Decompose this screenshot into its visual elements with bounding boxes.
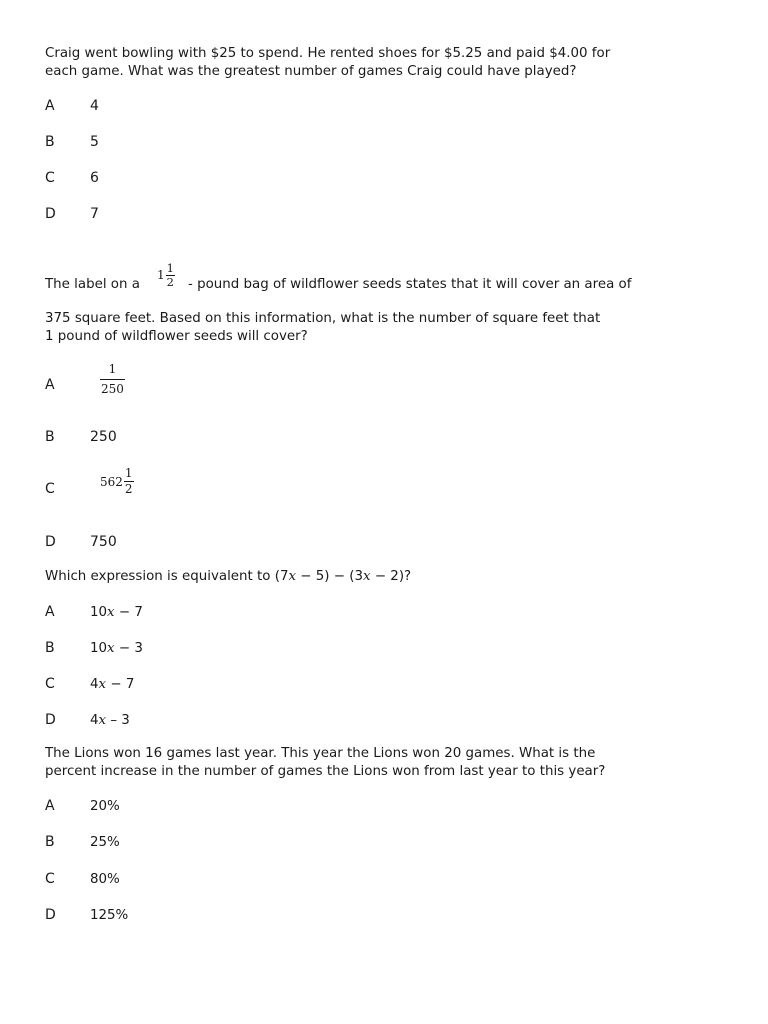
q1-choice-d-letter: D [45,206,56,222]
q2-stem-part2: - pound bag of wildflower seeds states that it will cover an area of [188,277,632,292]
q4-choice-b-text: 25% [90,835,120,850]
mixed-whole: 1 [157,268,165,282]
q2-choice-a-value [100,362,125,397]
q2-stem-mixed-number [157,262,175,289]
q1-choice-a-letter: A [45,98,55,114]
q2-stem-line-3: 1 pound of wildflower seeds will cover? [45,328,308,344]
q3-choice-a-letter: A [45,604,55,620]
q3-stem-prefix: Which expression is equivalent to (7 [45,569,289,584]
choice-variable: x [98,713,107,728]
q3-choice-c-text [90,676,134,693]
q1-choice-b-text: 5 [90,134,99,150]
q3-choice-c-letter: C [45,676,55,692]
choice-variable: x [107,605,115,620]
q2-stem-part1: The label on a [45,277,140,292]
fraction [166,262,175,289]
q1-choice-c-text: 6 [90,170,99,186]
fraction-numerator: 1 [124,466,133,480]
q1-choice-c-letter: C [45,170,55,186]
q2-choice-d-letter: D [45,534,56,550]
mixed-number [157,262,175,289]
q2-stem-line-2: 375 square feet. Based on this information, what is the number of square feet that [45,311,601,326]
choice-coefficient: 10 [90,641,108,656]
q4-choice-a-text: 20% [90,799,120,814]
fraction-numerator: 1 [166,261,174,275]
mixed-number [100,466,134,497]
choice-variable: x [98,677,107,692]
fraction-denominator: 2 [124,482,133,496]
q3-stem-var-1: x [288,569,297,584]
q2-stem-rest [45,310,600,345]
q3-stem-mid: − 5) − (3 [296,569,363,584]
q3-stem-suffix: − 2)? [370,569,412,584]
q2-choice-b-letter: B [45,429,55,445]
q4-choice-d-letter: D [45,907,56,923]
q3-choice-b-letter: B [45,640,55,656]
q4-choice-a-letter: A [45,798,55,814]
q2-choice-c-value [100,466,134,497]
q3-choice-b-text [90,640,143,657]
q4-choice-c-letter: C [45,871,55,887]
q3-choice-a-text [90,604,143,621]
choice-variable: x [107,641,115,656]
q3-choice-d-letter: D [45,712,56,728]
fraction-denominator: 250 [100,379,125,397]
q3-choice-d-text [90,712,130,729]
choice-remainder: − 3 [114,641,143,656]
q2-choice-b-text: 250 [90,429,117,445]
choice-remainder: − 7 [106,677,135,692]
q4-choice-c-text: 80% [90,872,120,887]
q4-stem [45,745,605,780]
q4-choice-b-letter: B [45,834,55,850]
q1-stem-line-2: each game. What was the greatest number of games Craig could have played? [45,63,577,79]
choice-remainder: – 3 [106,713,130,728]
q4-stem-line-1: The Lions won 16 games last year. This year the Lions won 20 games. What is the [45,746,596,761]
q4-choice-d-text: 125% [90,908,129,923]
fraction [100,362,125,397]
q1-stem-line-1: Craig went bowling with $25 to spend. He rented shoes for $5.25 and paid $4.00 for [45,46,611,61]
q1-choice-d-text: 7 [90,206,99,222]
q2-choice-c-letter: C [45,481,55,497]
choice-remainder: − 7 [114,605,143,620]
fraction [124,466,134,497]
q2-choice-d-text: 750 [90,534,117,550]
q1-choice-b-letter: B [45,134,55,150]
choice-coefficient: 4 [90,713,99,728]
fraction-denominator: 2 [166,275,174,289]
mixed-whole: 562 [100,474,123,489]
q3-stem [45,568,411,586]
q2-choice-a-letter: A [45,377,55,393]
q1-choice-a-text: 4 [90,98,99,114]
fraction-numerator: 1 [108,362,117,376]
q1-stem [45,45,610,80]
q3-stem-var-2: x [363,569,371,584]
q4-stem-line-2: percent increase in the number of games the Lions won from last year to this year? [45,763,606,779]
choice-coefficient: 4 [90,677,99,692]
choice-coefficient: 10 [90,605,108,620]
